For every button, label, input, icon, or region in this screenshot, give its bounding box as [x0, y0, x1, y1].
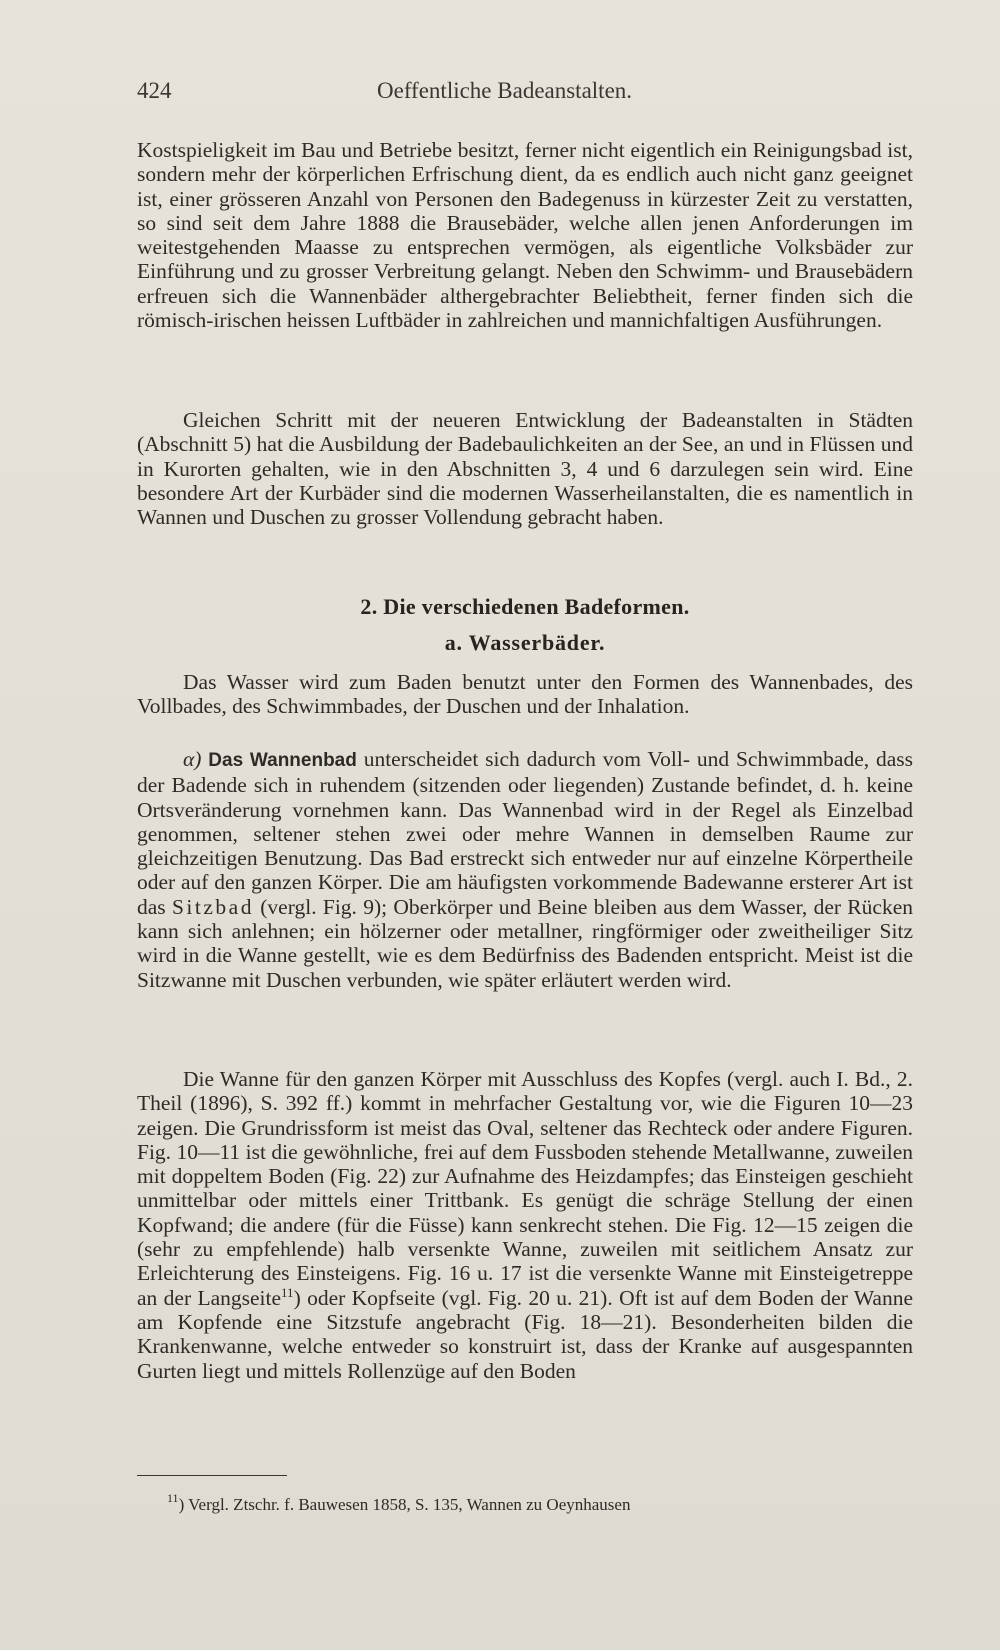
footnote-reference[interactable]: 11 — [281, 1284, 294, 1300]
header-title: Oeffentliche Badeanstalten. — [377, 78, 633, 103]
paragraph-4-text-b: (vergl. Fig. 9); Oberkörper und Beine bleiben aus dem Wasser, der Rücken kann sich anlehnen; ein hölzerner oder metallner, ringförmiger oder zweitheiliger Sitz wird in die Wanne gestellt, wie es dem Bedürfniss des Badenden entspricht. Meist ist die Sitzwanne mit Duschen verbunden, wie später erläutert werden wird. — [137, 894, 913, 992]
paragraph-5-text-b: ) oder Kopfseite (vgl. Fig. 20 u. 21). Oft ist auf dem Boden der Wanne am Kopfende eine Sitzstufe angebracht (Fig. 18—21). Besonderheiten bilden die Krankenwanne, welche entweder so konstruirt ist, dass der Kranke auf ausgespannten Gurten liegt und mittels Rollenzüge auf den Boden — [137, 1285, 913, 1383]
paragraph-2: Gleichen Schritt mit der neueren Entwicklung der Badeanstalten in Städten (Abschnitt 5) hat die Ausbildung der Badebaulichkeiten an der See, an und in Flüssen und in Kurorten gehalten, wie in den Abschnitten 3, 4 und 6 darzulegen sein wird. Eine besondere Art der Kurbäder sind die modernen Wasserheilanstalten, die es namentlich in Wannen und Duschen zu grosser Vollendung gebracht haben. — [137, 408, 913, 530]
enumeration-marker: α) — [183, 747, 202, 771]
page-number: 424 — [137, 78, 172, 103]
paragraph-5-text-a: Die Wanne für den ganzen Körper mit Ausschluss des Kopfes (vergl. auch I. Bd., 2. Theil (1896), S. 392 ff.) kommt in mehrfacher Gestaltung vor, wie die Figuren 10—23 zeigen. Die Grundrissform ist meist das Oval, seltener das Rechteck oder andere Figuren. Fig. 10—11 ist die gewöhnliche, frei auf dem Fussboden stehende Metallwanne, zuweilen mit doppeltem Boden (Fig. 22) zur Aufnahme des Heizdampfes; das Einsteigen geschieht unmittelbar oder mittels einer Trittbank. Es genügt die schräge Stellung der einen Kopfwand; die andere (für die Füsse) kann senkrecht stehen. Die Fig. 12—15 zeigen die (sehr zu empfehlende) halb versenkte Wanne, zuweilen mit seitlichem Ansatz zur Erleichterung des Einsteigens. Fig. 16 u. 17 ist die versenkte Wanne mit Einsteigetreppe an der Langseite — [137, 1067, 913, 1310]
footnote-marker: 11 — [167, 1491, 179, 1505]
spaced-term: Sitzbad — [171, 894, 254, 919]
paragraph-4-text-a: unterscheidet sich dadurch vom Voll- und Schwimmbade, dass der Badende sich in ruhendem (sitzenden oder liegenden) Zustande befindet, d. h. keine Ortsveränderung vornehmen kann. Das Wannenbad wird in der Regel als Einzelbad genommen, seltener stehen zwei oder mehre Wannen in demselben Raume zur gleichzeitigen Benutzung. Das Bad erstreckt sich entweder nur auf einzelne Körpertheile oder auf den ganzen Körper. Die am häufigsten vorkommende Badewanne ersterer Art ist das — [137, 747, 913, 919]
paragraph-lead-term: Das Wannenbad — [208, 750, 357, 771]
subsection-heading: a. Wasserbäder. — [444, 630, 606, 655]
running-head — [137, 78, 917, 108]
section-heading: 2. Die verschiedenen Badeformen. — [360, 594, 690, 619]
paragraph-3: Das Wasser wird zum Baden benutzt unter den Formen des Wannenbades, des Vollbades, des Schwimmbades, der Duschen und der Inhalation. — [137, 670, 913, 719]
footnote-text: ) Vergl. Ztschr. f. Bauwesen 1858, S. 135, Wannen zu Oeynhausen — [178, 1495, 631, 1514]
footnote — [167, 1491, 907, 1515]
paragraph-4 — [137, 747, 913, 992]
footnote-divider — [137, 1475, 287, 1476]
paragraph-1: Kostspieligkeit im Bau und Betriebe besitzt, ferner nicht eigentlich ein Reinigungsbad ist, sondern mehr der körperlichen Erfrischung dient, da es endlich auch nicht ganz geeignet ist, einer grösseren Anzahl von Personen den Badegenuss in kürzester Zeit zu verstatten, so sind seit dem Jahre 1888 die Brausebäder, welche allen jenen Anforderungen im weitestgehenden Maasse zu entsprechen vermögen, als eigentliche Volksbäder zur Einführung und zu grosser Verbreitung gelangt. Neben den Schwimm- und Brausebädern erfreuen sich die Wannenbäder althergebrachter Beliebtheit, ferner finden sich die römisch-irischen heissen Luftbäder in zahlreichen und mannichfaltigen Ausführungen. — [137, 138, 913, 333]
paragraph-5 — [137, 1067, 913, 1383]
